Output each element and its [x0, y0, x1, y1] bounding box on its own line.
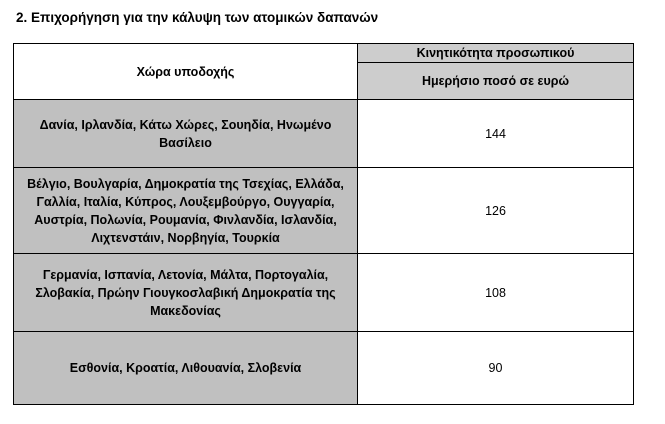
table-header-row [14, 44, 634, 63]
daily-amount-cell: 126 [358, 168, 634, 254]
table-row [14, 332, 634, 405]
section-title: 2. Επιχορήγηση για την κάλυψη των ατομικών δαπανών [16, 10, 379, 25]
country-list-cell: Βέλγιο, Βουλγαρία, Δημοκρατία της Τσεχίας, Ελλάδα, Γαλλία, Ιταλία, Κύπρος, Λουξεμβούργο, Ουγγαρία, Αυστρία, Πολωνία, Ρουμανία, Φινλανδία, Ισλανδία, Λιχτενστάιν, Νορβηγία, Τουρκία [14, 168, 358, 254]
daily-amount-cell: 108 [358, 254, 634, 332]
country-list-cell: Γερμανία, Ισπανία, Λετονία, Μάλτα, Πορτογαλία, Σλοβακία, Πρώην Γιουγκοσλαβική Δημοκρατία της Μακεδονίας [14, 254, 358, 332]
daily-amount-cell: 144 [358, 100, 634, 168]
table-row [14, 168, 634, 254]
header-daily-amount: Ημερήσιο ποσό σε ευρώ [358, 63, 634, 100]
allowance-table [13, 43, 634, 405]
country-list-cell: Εσθονία, Κροατία, Λιθουανία, Σλοβενία [14, 332, 358, 405]
header-staff-mobility: Κινητικότητα προσωπικού [358, 44, 634, 63]
country-list-cell: Δανία, Ιρλανδία, Κάτω Χώρες, Σουηδία, Ηνωμένο Βασίλειο [14, 100, 358, 168]
header-host-country: Χώρα υποδοχής [14, 44, 358, 100]
table-row [14, 254, 634, 332]
table-row [14, 100, 634, 168]
daily-amount-cell: 90 [358, 332, 634, 405]
